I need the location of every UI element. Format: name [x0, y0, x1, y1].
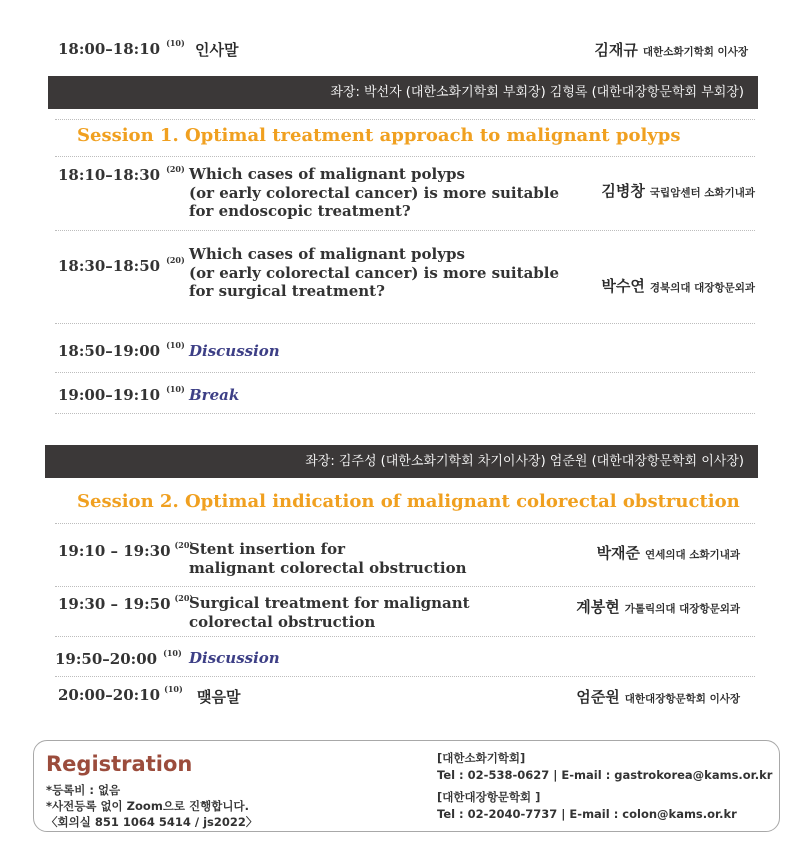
- speaker-affiliation: 연세의대 소화기내과: [645, 549, 740, 561]
- time-text: 18:10–18:30: [58, 166, 161, 184]
- duration: (10): [164, 684, 183, 694]
- speaker: [576, 596, 740, 617]
- registration-title: Registration: [46, 752, 193, 776]
- speaker-affiliation: 경북의대 대장항문외과: [649, 282, 755, 294]
- session2-title: Session 2. Optimal indication of malignant colorectal obstruction: [77, 491, 740, 512]
- chair-bar-session1: 좌장: 박선자 (대한소화기학회 부회장) 김형록 (대한대장항문학회 부회장): [48, 76, 758, 109]
- talk-title-line: for endoscopic treatment?: [189, 202, 411, 220]
- schedule-time: [58, 166, 185, 184]
- speaker-affiliation: 국립암센터 소화기내과: [649, 187, 755, 199]
- duration: (20): [166, 164, 185, 174]
- time-text: 19:50–20:00: [55, 650, 158, 668]
- schedule-time: [55, 650, 182, 668]
- speaker-affiliation: 대한대장항문학회 이사장: [624, 693, 740, 705]
- speaker-name: 김재규: [594, 41, 638, 59]
- contact-info: Tel : 02-538-0627 | E-mail : gastrokorea@kams.or.kr: [437, 768, 773, 782]
- discussion-label: Discussion: [189, 649, 280, 667]
- closing-time: [58, 686, 183, 704]
- speaker: [597, 542, 740, 563]
- registration-zoom-note: *사전등록 없이 Zoom으로 진행합니다.: [46, 799, 249, 813]
- divider: [55, 586, 755, 587]
- discussion-label: Discussion: [189, 342, 280, 360]
- opening-title: 인사말: [195, 41, 239, 59]
- talk-title-line: (or early colorectal cancer) is more suitable: [189, 183, 560, 202]
- talk-title-line: malignant colorectal obstruction: [189, 558, 467, 577]
- duration: (10): [166, 340, 185, 350]
- talk-title: [189, 540, 467, 577]
- time-text: 20:00–20:10: [58, 686, 161, 704]
- speaker-name: 김병창: [601, 182, 645, 200]
- registration-fee: *등록비 : 없음: [46, 783, 121, 797]
- talk-title-line: Stent insertion for: [189, 540, 345, 558]
- opening-speaker: [594, 39, 748, 60]
- divider: [55, 156, 755, 157]
- speaker-name: 박재준: [596, 544, 641, 562]
- chair-bar-session2: 좌장: 김주성 (대한소화기학회 차기이사장) 엄준원 (대한대장항문학회 이사장): [45, 445, 758, 478]
- talk-title-line: colorectal obstruction: [189, 612, 376, 631]
- speaker: [601, 275, 755, 296]
- registration-meeting-id: 〈회의실 851 1064 5414 / js2022〉: [46, 815, 258, 829]
- talk-title-line: Surgical treatment for malignant: [189, 594, 470, 612]
- talk-title-line: Which cases of malignant polyps: [189, 165, 465, 183]
- speaker-affiliation: 가톨릭의대 대장항문외과: [624, 603, 740, 615]
- schedule-time: [58, 386, 185, 404]
- talk-title-line: for surgical treatment?: [189, 282, 385, 300]
- schedule-time: [58, 257, 185, 275]
- opening-time: [58, 40, 185, 58]
- closing-title: 맺음말: [197, 688, 241, 706]
- talk-title: [189, 165, 559, 221]
- talk-title: [189, 594, 470, 631]
- schedule-time: [58, 342, 185, 360]
- time-text: 18:50–19:00: [58, 342, 161, 360]
- closing-speaker: [576, 686, 740, 707]
- time-text: 19:00–19:10: [58, 386, 161, 404]
- duration: (20): [174, 540, 194, 550]
- divider: [55, 636, 755, 637]
- contact-info: Tel : 02-2040-7737 | E-mail : colon@kams.or.kr: [437, 807, 737, 821]
- talk-title-line: Which cases of malignant polyps: [189, 245, 465, 263]
- duration: (20): [174, 593, 194, 603]
- schedule-time: [58, 542, 193, 560]
- break-label: Break: [189, 386, 240, 404]
- contact-org: [대한소화기학회]: [437, 751, 526, 765]
- session1-title: Session 1. Optimal treatment approach to malignant polyps: [77, 125, 681, 146]
- duration: (10): [163, 648, 182, 658]
- time-text: 19:10 – 19:30: [58, 542, 171, 560]
- duration: (10): [166, 384, 185, 394]
- speaker-affiliation: 대한소화기학회 이사장: [642, 46, 748, 58]
- schedule-time: [58, 595, 193, 613]
- duration: (20): [166, 255, 185, 265]
- divider: [55, 523, 755, 524]
- talk-title: [189, 245, 559, 301]
- speaker-name: 계봉현: [576, 598, 620, 616]
- speaker-name: 박수연: [601, 277, 645, 295]
- divider: [55, 230, 755, 231]
- speaker-name: 엄준원: [576, 688, 620, 706]
- divider: [55, 676, 755, 677]
- speaker: [601, 180, 755, 201]
- divider: [55, 372, 755, 373]
- contact-org: [대한대장항문학회 ]: [437, 790, 541, 804]
- talk-title-line: (or early colorectal cancer) is more suitable: [189, 263, 560, 282]
- time-text: 19:30 – 19:50: [58, 595, 171, 613]
- divider: [55, 413, 755, 414]
- divider: [55, 323, 755, 324]
- divider: [55, 119, 755, 120]
- time-text: 18:30–18:50: [58, 257, 161, 275]
- time-text: 18:00–18:10: [58, 40, 161, 58]
- duration: (10): [166, 38, 185, 48]
